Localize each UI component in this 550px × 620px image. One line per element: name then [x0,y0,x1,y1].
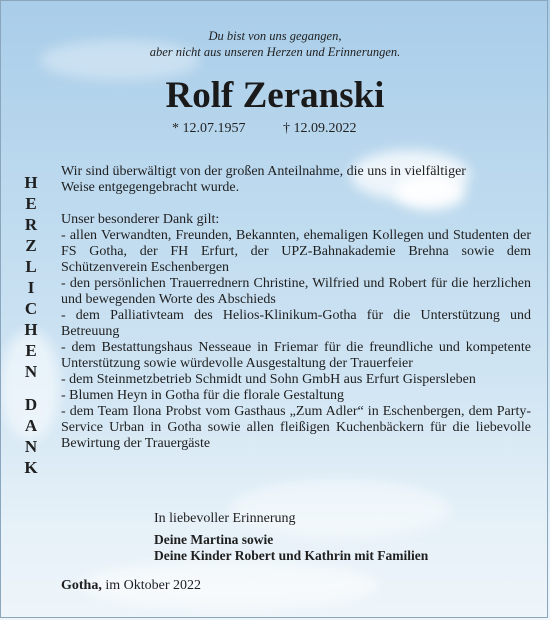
thanks-heading: Unser besonderer Dank gilt: [61,212,220,227]
thanks-item: - dem Palliativteam des Helios-Klinikum-Gotha für die Unterstützung und Betreuung [61,308,531,339]
intro-line: Wir sind überwältigt von der großen Anteilnahme, die uns in vielfältiger [61,164,466,179]
letter: I [27,278,35,297]
place-date-text: im Oktober 2022 [105,578,201,593]
motto-line: Du bist von uns gegangen, [208,29,342,43]
deceased-name: Rolf Zeranski [165,75,385,116]
letter: K [24,458,38,477]
closing-phrase: In liebevoller Erinnerung [154,511,296,526]
death-date: † 12.09.2022 [283,121,357,136]
signers [154,532,428,564]
motto [0,28,550,60]
thanks-item: - allen Verwandten, Freunden, Bekannten, ehemaligen Kollegen und Studenten der FS Gotha, der FH Erfurt, der UPZ-Bahnakademie Brehna sowie dem Schützenverein Eschenbergen [61,228,531,275]
place-date [61,578,201,594]
birth-date: * 12.07.1957 [172,121,246,136]
thanks-item: - dem Team Ilona Probst vom Gasthaus „Zum Adler“ in Eschenbergen, dem Party-Service Urban in Gotha sowie allen fleißigen Kuchenbäckern für die liebevolle Bewirtung der Trauergäste [61,404,531,451]
letter: A [24,416,38,435]
letter: N [24,437,38,456]
cloud-decoration [230,480,450,540]
letter: H [24,320,38,339]
intro-paragraph [61,164,531,196]
letter: E [25,194,37,213]
letter: R [24,215,38,234]
letter: Z [25,236,37,255]
letter: C [24,299,38,318]
letter-gap [18,382,44,394]
motto-line: aber nicht aus unseren Herzen und Erinnerungen. [149,45,401,59]
vertical-thanks-text [18,172,44,478]
letter: N [24,362,38,381]
thanks-item: - Blumen Heyn in Gotha für die florale Gestaltung [61,388,345,403]
letter: L [25,257,37,276]
thanks-item: - den persönlichen Trauerrednern Christine, Wilfried und Robert für die herzlichen und bewegenden Worte des Abschieds [61,276,531,307]
thanks-item: - dem Steinmetzbetrieb Schmidt und Sohn GmbH aus Erfurt Gispersleben [61,372,476,387]
place-city: Gotha, [61,578,102,593]
life-dates [0,121,550,139]
thanks-item: - dem Bestattungshaus Nesseaue in Friemar für die freundliche und kompetente Unterstützung sowie würdevolle Ausgestaltung der Trauerfeier [61,340,531,371]
intro-line: Weise entgegengebracht wurde. [61,180,240,195]
letter: H [24,173,38,192]
letter: E [25,341,37,360]
letter: D [24,395,38,414]
signer-line: Deine Martina sowie [154,532,274,547]
message-body [61,164,531,452]
signer-line: Deine Kinder Robert und Kathrin mit Familien [154,548,429,563]
